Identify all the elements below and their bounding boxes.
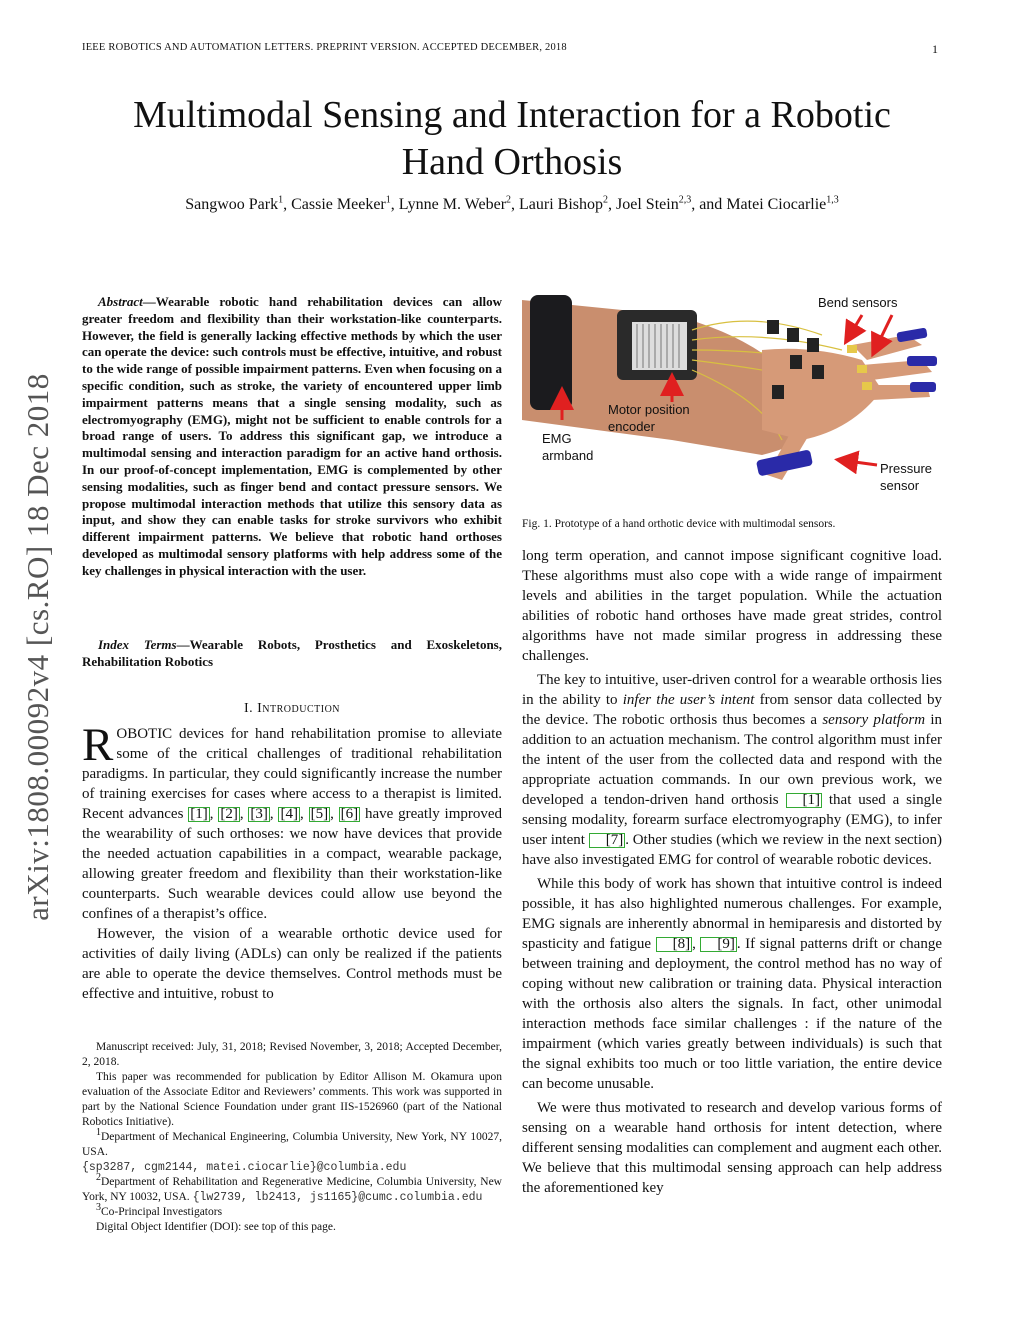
label-pressure-2: sensor: [880, 478, 920, 493]
author-affiliation: 1,3: [826, 194, 839, 206]
author: Cassie Meeker: [291, 196, 386, 213]
paper-title: [60, 92, 964, 186]
label-emg-1: EMG: [542, 431, 572, 446]
author-affiliation: 2: [506, 194, 512, 206]
citation-link[interactable]: [1]: [190, 806, 208, 822]
citation-link[interactable]: [2]: [220, 806, 238, 822]
footnote-doi: Digital Object Identifier (DOI): see top of this page.: [96, 1221, 336, 1233]
citation-link[interactable]: [9]: [700, 937, 737, 952]
index-terms-text: —Wearable Robots, Prosthetics and Exoskeletons, Rehabilitation Robotics: [82, 637, 502, 669]
author: Joel Stein: [616, 196, 679, 213]
figure-caption: Fig. 1. Prototype of a hand orthotic device with multimodal sensors.: [522, 518, 836, 530]
emg-armband-shape: [530, 295, 572, 410]
paragraph: While this body of work has shown that intuitive control is indeed possible, it has also highlighted numerous challenges. For example, EMG signals are inherently abnormal in hemiparesis and distorted by spasticity and fatigue [8] , [9] . If signal patterns drift or change between training and deployment, the control method has no way of coping without new calibration or training data. Physical interaction with the orthosis also alters the signals. In fact, other unimodal interaction methods face similar challenges : if the nature of the impairment (which varies greatly between individuals) is such that the signal exhibits too much or too little variation, the entire device can become unusable.: [522, 876, 942, 1092]
author-affiliation: 1: [385, 194, 391, 206]
paragraph: However, the vision of a wearable orthotic device used for activities of daily living (ADLs) can only be realized if the patients are able to operate the device themselves. Control methods must be effective and intuitive, robust to: [82, 926, 502, 1002]
citation-link[interactable]: [4]: [280, 806, 298, 822]
page-number: 1: [932, 42, 939, 56]
drop-cap: R: [82, 719, 114, 771]
label-motor-encoder-2: encoder: [608, 419, 655, 434]
footnote-received: Manuscript received: July, 31, 2018; Revised November, 3, 2018; Accepted December, 2, 2018.: [82, 1041, 502, 1068]
citation-link[interactable]: [7]: [589, 833, 626, 848]
footnotes: [82, 1040, 502, 1235]
index-terms: [82, 637, 502, 671]
citation-link[interactable]: [5]: [310, 806, 329, 822]
paragraph-text: have greatly improved the wearability of such orthoses: we now have devices that provide the needed actuation capabilities in a compact, wearable package, allowing greater freedom and flexibility than their workstation-like counterparts. Such wearable devices could allow use beyond the confines of a therapist’s office.: [82, 806, 503, 922]
author: Lynne M. Weber: [398, 196, 507, 213]
footnote-affiliation-3: $^3$Co-Principal Investigators: [96, 1202, 223, 1218]
figure-1: [522, 290, 942, 512]
author-affiliation: 1: [278, 194, 284, 206]
footnote-editor: This paper was recommended for publication by Editor Allison M. Okamura upon evaluation of the Associate Editor and Reviewers’ comments. This work was supported in part by the National Science Foundation under grant IIS-1526960 (part of the National Robotics Initiative).: [82, 1071, 502, 1128]
running-header: IEEE ROBOTICS AND AUTOMATION LETTERS. PREPRINT VERSION. ACCEPTED DECEMBER, 2018: [82, 42, 567, 53]
author: Lauri Bishop: [519, 196, 604, 213]
author-list: Sangwoo Park$^1$, Cassie Meeker$^1$, Lynne M. Weber$^2$, Lauri Bishop$^2$, Joel Stein$^{2,3}$, and Matei Ciocarlie$^{1,3}$: [185, 194, 839, 213]
abstract-text: —Wearable robotic hand rehabilitation devices can allow greater freedom and flexibility than their workstation-like counterparts. However, the field is generally lacking effective methods by which the user can operate the device: such controls must be effective, intuitive, and robust to the wide range of possible impairment patterns. Even when focusing on a specific condition, such as stroke, the variety of encountered upper limb impairment patterns means that a single sensing modality, such as electromyography (EMG), might not be sufficient to enable controls for a broad range of users. To address this significant gap, we introduce a multimodal sensing and interaction paradigm for an active hand orthosis. In our proof-of-concept implementation, EMG is complemented by other sensing modalities, such as finger bend and contact pressure sensors. We propose multimodal interaction methods that utilize this sensory data as input, and show they can enable tasks for stroke survivors who exhibit different impairment patterns. We believe that robotic hand orthoses developed as multimodal sensory platforms with help address some of the key challenges in physical interaction with the user.: [82, 294, 502, 578]
section-heading: [82, 701, 502, 717]
citation-link[interactable]: [1]: [786, 793, 823, 808]
section-number: I.: [243, 701, 254, 716]
index-terms-label: Index Terms: [98, 637, 177, 652]
paragraph: The key to intuitive, user-driven control for a wearable orthosis lies in the ability to infer the user’s intent from sensor data collected by the device. The robotic orthosis thus becomes a sensory platform in addition to an actuation mechanism. The control algorithm must infer the intent of the user from the collected data and respond with the appropriate actuation commands. In our own previous work, we developed a tendon-driven hand orthosis [1] that used a single sensing modality, forearm surface electromyography (EMG), to infer user intent [7] . Other studies (which we review in the next section) have also investigated EMG for control of wearable robotic devices.: [522, 672, 943, 868]
label-pressure-1: Pressure: [880, 461, 933, 476]
section-title: Introduction: [257, 701, 341, 716]
paragraph: ROBOTIC devices for hand rehabilitation promise to alleviate some of the critical challenges of traditional rehabilitation paradigms. In particular, they could significantly increase the number of training exercises for cases where access to a therapist is limited. Recent advances [1] , [2] , [3] , [4] , [5] , [6] have greatly improved the wearability of such orthoses: we now have devices that provide the needed actuation capabilities in a compact, wearable package, allowing greater freedom and flexibility than their workstation-like counterparts. Such wearable devices could allow use beyond the confines of a therapist’s office.: [82, 719, 503, 922]
paragraph: long term operation, and cannot impose significant cognitive load. These algorithms must also cope with a wide range of impairment levels and abilities in the target population. While the actuation abilities of robotic hand orthoses have made great strides, control algorithms have not made similar progress in addressing these challenges.: [522, 548, 942, 664]
label-bend-sensors: Bend sensors: [818, 295, 898, 310]
arxiv-stamp: arXiv:1808.00092v4 [cs.RO] 18 Dec 2018: [20, 373, 55, 921]
title-line-2: Hand Orthosis: [401, 141, 623, 183]
footnote-affiliation-1: $^1$Department of Mechanical Engineering, Columbia University, New York, NY 10027, USA.: [82, 1127, 502, 1158]
abstract-label: Abstract: [98, 294, 143, 309]
citation-link[interactable]: [8]: [656, 937, 693, 952]
label-motor-encoder-1: Motor position: [608, 402, 690, 417]
orthosis-photo: [522, 290, 942, 512]
right-column-text: [522, 546, 942, 1198]
title-line-1: Multimodal Sensing and Interaction for a Robotic: [133, 94, 891, 136]
paragraph: We were thus motivated to research and develop various forms of sensing on a wearable hand orthosis for intent detection, where different sensing modalities can complement and augment each other. We believe that this multimodal sensing approach can help address the aforementioned key: [522, 1100, 942, 1196]
author: Sangwoo Park: [185, 196, 279, 213]
author-affiliation: 2,3: [678, 194, 692, 206]
paragraph-text: OBOTIC devices for hand rehabilitation promise to alleviate some of the critical challenges of traditional rehabilitation paradigms. In particular, they could significantly increase the number of training exercises for cases where access to a therapist is limited. Recent advances: [82, 726, 502, 822]
introduction-text: [82, 719, 503, 1004]
author-affiliation: 2: [603, 194, 609, 206]
footnote-emails-1: {sp3287, cgm2144, matei.ciocarlie}@columbia.edu: [82, 1161, 407, 1174]
author: Matei Ciocarlie: [726, 196, 827, 213]
abstract: [82, 294, 502, 580]
footnote-affiliation-2: $^2$Department of Rehabilitation and Regenerative Medicine, Columbia University, New York, NY 10032, USA. {lw2739, lb2413, js1165}@cumc.columbia.edu: [82, 1172, 502, 1204]
citation-link[interactable]: [6]: [340, 806, 359, 822]
citation-link[interactable]: [3]: [250, 806, 268, 822]
label-emg-2: armband: [542, 448, 594, 463]
